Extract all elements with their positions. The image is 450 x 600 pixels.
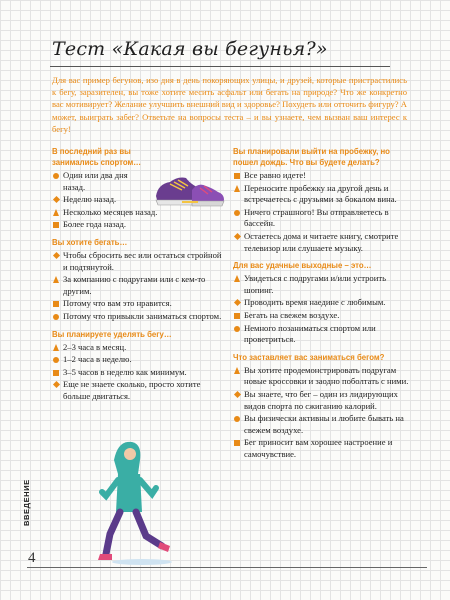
answer-text: Еще не знаете сколько, просто хотите больше двигаться. bbox=[63, 379, 201, 401]
answer-item bbox=[233, 323, 409, 346]
diamond-marker-icon bbox=[53, 196, 60, 203]
answer-item bbox=[52, 170, 143, 193]
answer-text: Вы знаете, что бег – один из лидирующих видов спорта по сжиганию калорий. bbox=[244, 388, 398, 411]
answer-list bbox=[52, 250, 228, 323]
answer-item bbox=[233, 170, 409, 182]
answer-item bbox=[52, 250, 228, 273]
answer-item bbox=[52, 379, 228, 402]
answer-item bbox=[233, 297, 409, 309]
title-underline bbox=[50, 66, 390, 67]
answer-text: Несколько месяцев назад. bbox=[63, 206, 158, 217]
page-number: 4 bbox=[28, 550, 36, 566]
answer-text: Один или два дня назад. bbox=[63, 170, 128, 192]
answer-item bbox=[52, 354, 228, 366]
answer-text: Потому что привыкли заниматься спортом. bbox=[63, 310, 222, 321]
answer-text: Вы физически активны и любите бывать на свежем воздухе. bbox=[244, 413, 404, 435]
answer-text: Вы хотите продемонстрировать подругам новые кроссовки и заодно поболтать с ними. bbox=[244, 364, 409, 387]
answer-text: Бегать на свежем воздухе. bbox=[244, 309, 340, 320]
diamond-marker-icon bbox=[53, 252, 60, 259]
answer-text: За компанию с подругами или с кем-то другим. bbox=[63, 274, 206, 296]
diamond-marker-icon bbox=[234, 233, 241, 240]
sneakers-illustration bbox=[152, 166, 227, 210]
answer-item bbox=[52, 298, 228, 310]
answer-text: Ничего страшного! Вы отправляетесь в бассейн. bbox=[244, 206, 389, 229]
triangle-marker-icon bbox=[53, 344, 59, 351]
answer-text: 2–3 часа в месяц. bbox=[63, 341, 127, 352]
answer-item bbox=[233, 413, 409, 436]
answer-text: Неделю назад. bbox=[63, 194, 117, 205]
diamond-marker-icon bbox=[234, 391, 241, 398]
answer-item bbox=[52, 311, 228, 323]
answer-text: Потому что вам это нравится. bbox=[63, 298, 172, 309]
triangle-marker-icon bbox=[53, 276, 59, 283]
runner-woman-illustration bbox=[82, 430, 182, 570]
answer-text: 1–2 часа в неделю. bbox=[63, 354, 132, 365]
question-heading: Вы хотите бегать… bbox=[52, 237, 128, 247]
circle-marker-icon bbox=[234, 326, 240, 332]
answer-text: Переносите пробежку на другой день и встречаетесь с друзьями за бокалом вина. bbox=[244, 182, 397, 205]
page-title: Тест «Какая вы бегунья?» bbox=[52, 38, 328, 60]
answer-item bbox=[233, 365, 409, 388]
square-marker-icon bbox=[53, 370, 59, 376]
answer-text: 3–5 часов в неделю как минимум. bbox=[63, 366, 187, 377]
answer-item bbox=[233, 207, 409, 230]
circle-marker-icon bbox=[53, 173, 59, 179]
triangle-marker-icon bbox=[234, 185, 240, 192]
footer-rule bbox=[27, 567, 427, 568]
square-marker-icon bbox=[53, 301, 59, 307]
answer-item bbox=[233, 183, 409, 206]
answer-item bbox=[52, 274, 228, 297]
answer-item bbox=[233, 389, 409, 412]
answer-item bbox=[233, 231, 409, 254]
answer-list bbox=[52, 342, 228, 403]
answer-item bbox=[233, 437, 409, 460]
answer-item bbox=[52, 342, 228, 354]
diamond-marker-icon bbox=[234, 299, 241, 306]
circle-marker-icon bbox=[234, 416, 240, 422]
square-marker-icon bbox=[234, 440, 240, 446]
triangle-marker-icon bbox=[234, 367, 240, 374]
answer-text: Чтобы сбросить вес или остаться стройной и подтянутой. bbox=[63, 249, 222, 272]
section-label: ВВЕДЕНИЕ bbox=[22, 479, 31, 526]
right-column bbox=[233, 146, 409, 461]
question-heading: Вы планируете уделять бегу… bbox=[52, 329, 172, 339]
question-heading: Вы планировали выйти на пробежку, но пошел дождь. Что вы будете делать? bbox=[233, 147, 390, 167]
question-heading: Для вас удачные выходные – это… bbox=[233, 261, 372, 271]
answer-list bbox=[233, 170, 409, 254]
answer-list bbox=[233, 365, 409, 461]
circle-marker-icon bbox=[53, 357, 59, 363]
answer-text: Проводить время наедине с любимым. bbox=[244, 297, 386, 308]
circle-marker-icon bbox=[234, 210, 240, 216]
question-heading: Что заставляет вас заниматься бегом? bbox=[233, 352, 385, 362]
answer-text: Бег приносит вам хорошее настроение и самочувствие. bbox=[244, 437, 393, 459]
answer-text: Более года назад. bbox=[63, 219, 127, 230]
question-heading: В последний раз вы занимались спортом… bbox=[52, 147, 142, 167]
square-marker-icon bbox=[53, 222, 59, 228]
answer-list bbox=[233, 273, 409, 346]
answer-text: Остаетесь дома и читаете книгу, смотрите телевизор или слушаете музыку. bbox=[244, 230, 399, 253]
answer-text: Немного позаниматься спортом или проветриться. bbox=[244, 322, 376, 345]
square-marker-icon bbox=[234, 313, 240, 319]
intro-paragraph: Для вас пример бегунов, изо дня в день покоряющих улицы, и друзей, которые пристрастились к бегу, заразителен, вы тоже хотите месить асфальт или бегать на природе? Что же конкретно вас мотивирует? Желание улучшить внешний вид и здоровье? Похудеть или отточить фигуру? А может, выиграть забег? Ответьте на вопросы теста – и вы узнаете, чем вызван ваш интерес к бегу! bbox=[52, 75, 407, 134]
answer-text: Все равно идете! bbox=[244, 170, 307, 180]
answer-item bbox=[233, 310, 409, 322]
square-marker-icon bbox=[234, 173, 240, 179]
answer-item bbox=[52, 367, 228, 379]
circle-marker-icon bbox=[53, 314, 59, 320]
answer-item bbox=[233, 273, 409, 296]
triangle-marker-icon bbox=[234, 275, 240, 282]
answer-item bbox=[52, 219, 228, 231]
diamond-marker-icon bbox=[53, 381, 60, 388]
answer-text: Увидеться с подругами и/или устроить шопинг. bbox=[244, 273, 386, 295]
triangle-marker-icon bbox=[53, 209, 59, 216]
